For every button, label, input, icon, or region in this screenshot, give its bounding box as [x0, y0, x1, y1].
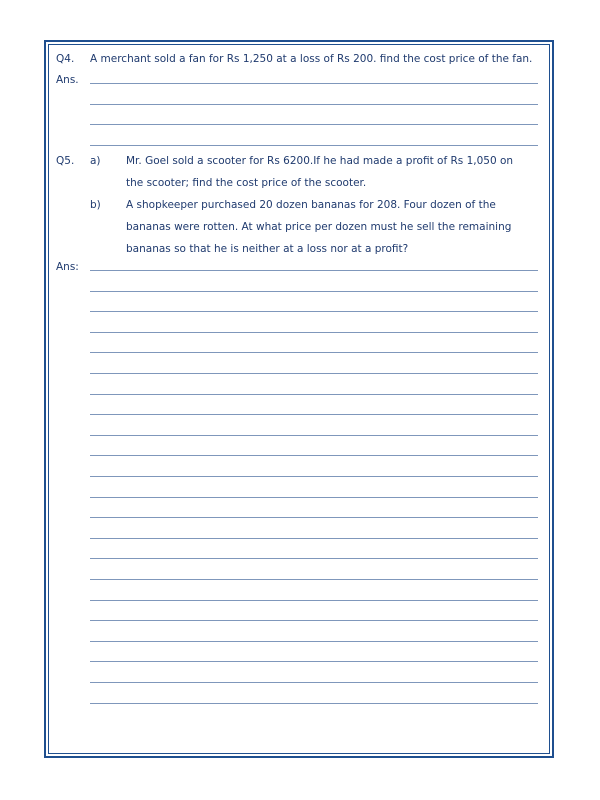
answer-line[interactable] — [90, 332, 538, 333]
answer-line[interactable] — [90, 497, 538, 498]
answer-line[interactable] — [90, 517, 538, 518]
answer-line[interactable] — [90, 414, 538, 415]
q4-answer-label: Ans. — [56, 74, 79, 86]
answer-line[interactable] — [90, 703, 538, 704]
answer-line[interactable] — [90, 435, 538, 436]
answer-line[interactable] — [90, 104, 538, 105]
q5-answer-label: Ans: — [56, 261, 79, 273]
answer-line[interactable] — [90, 558, 538, 559]
answer-line[interactable] — [90, 83, 538, 84]
q5a-label: a) — [90, 155, 101, 167]
answer-line[interactable] — [90, 620, 538, 621]
q5-number: Q5. — [56, 155, 75, 167]
q5b-line-2: bananas were rotten. At what price per dozen must he sell the remaining — [126, 221, 512, 233]
q5a-text — [126, 150, 526, 194]
answer-line[interactable] — [90, 600, 538, 601]
answer-line[interactable] — [90, 373, 538, 374]
answer-line[interactable] — [90, 661, 538, 662]
answer-line[interactable] — [90, 124, 538, 125]
answer-line[interactable] — [90, 641, 538, 642]
answer-line[interactable] — [90, 145, 538, 146]
answer-line[interactable] — [90, 476, 538, 477]
q4-number: Q4. — [56, 53, 75, 65]
q5b-line-3: bananas so that he is neither at a loss nor at a profit? — [126, 243, 409, 255]
answer-line[interactable] — [90, 579, 538, 580]
q5a-line-1: Mr. Goel sold a scooter for Rs 6200.If he had made a profit of Rs 1,050 on — [126, 155, 514, 167]
answer-line[interactable] — [90, 270, 538, 271]
answer-line[interactable] — [90, 394, 538, 395]
answer-line[interactable] — [90, 311, 538, 312]
q5b-label: b) — [90, 199, 101, 211]
answer-line[interactable] — [90, 352, 538, 353]
answer-line[interactable] — [90, 538, 538, 539]
q5a-line-2: the scooter; find the cost price of the scooter. — [126, 177, 367, 189]
q5b-text — [126, 194, 540, 260]
q5b-line-1: A shopkeeper purchased 20 dozen bananas for 208. Four dozen of the — [126, 199, 496, 211]
answer-line[interactable] — [90, 291, 538, 292]
answer-line[interactable] — [90, 455, 538, 456]
answer-line[interactable] — [90, 682, 538, 683]
q4-question-text: A merchant sold a fan for Rs 1,250 at a loss of Rs 200. find the cost price of the fan. — [90, 53, 533, 65]
